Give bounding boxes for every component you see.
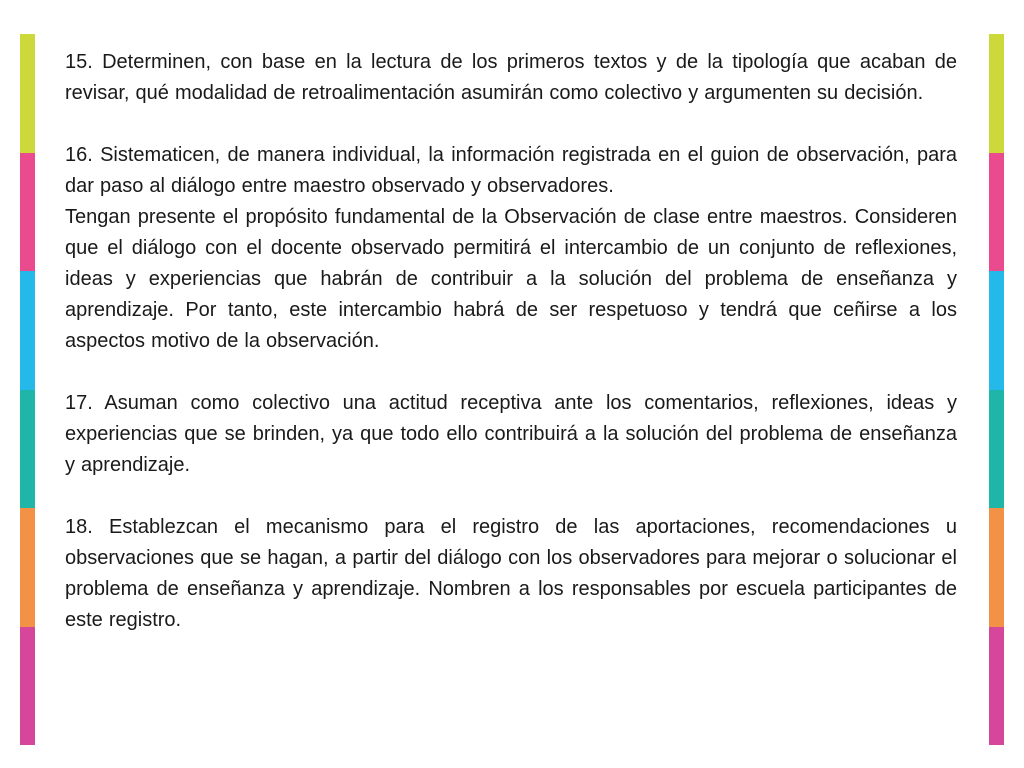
paragraph-item-15: 15. Determinen, con base en la lectura de los primeros textos y de la tipología que acaban de revisar, qué modalidad de retroalimentación asumirán como colectivo y argumenten su decisión. (65, 51, 957, 104)
paragraph-item-17: 17. Asuman como colectivo una actitud receptiva ante los comentarios, reflexiones, ideas y experiencias que se brinden, ya que todo ello contribuirá a la solución del problema de enseñanza y aprendizaje. (65, 392, 957, 476)
color-segment (989, 271, 1004, 390)
color-segment (20, 627, 35, 746)
paragraph-item-16: 16. Sistematicen, de manera individual, la información registrada en el guion de observación, para dar paso al diálogo entre maestro observado y observadores. (65, 144, 957, 197)
color-segment (989, 508, 1004, 627)
color-segment (989, 627, 1004, 746)
color-segment (20, 271, 35, 390)
left-color-bar (20, 34, 35, 745)
paragraph-item-16-detail: Tengan presente el propósito fundamental de la Observación de clase entre maestros. Consideren que el diálogo con el docente observado permitirá el intercambio de un conjunto de reflexiones, ideas y experiencias que habrán de contribuir a la solución del problema de enseñanza y aprendizaje. Por tanto, este intercambio habrá de ser respetuoso y tendrá que ceñirse a los aspectos motivo de la observación. (65, 206, 957, 352)
color-segment (20, 153, 35, 272)
color-segment (989, 34, 1004, 153)
paragraph-item-18: 18. Establezcan el mecanismo para el registro de las aportaciones, recomendaciones u observaciones que se hagan, a partir del diálogo con los observadores para mejorar o solucionar el problema de enseñanza y aprendizaje. Nombren a los responsables por escuela participantes de este registro. (65, 516, 957, 631)
right-color-bar (989, 34, 1004, 745)
color-segment (989, 153, 1004, 272)
color-segment (20, 390, 35, 509)
color-segment (20, 508, 35, 627)
color-segment (989, 390, 1004, 509)
color-segment (20, 34, 35, 153)
slide-body (65, 47, 957, 636)
